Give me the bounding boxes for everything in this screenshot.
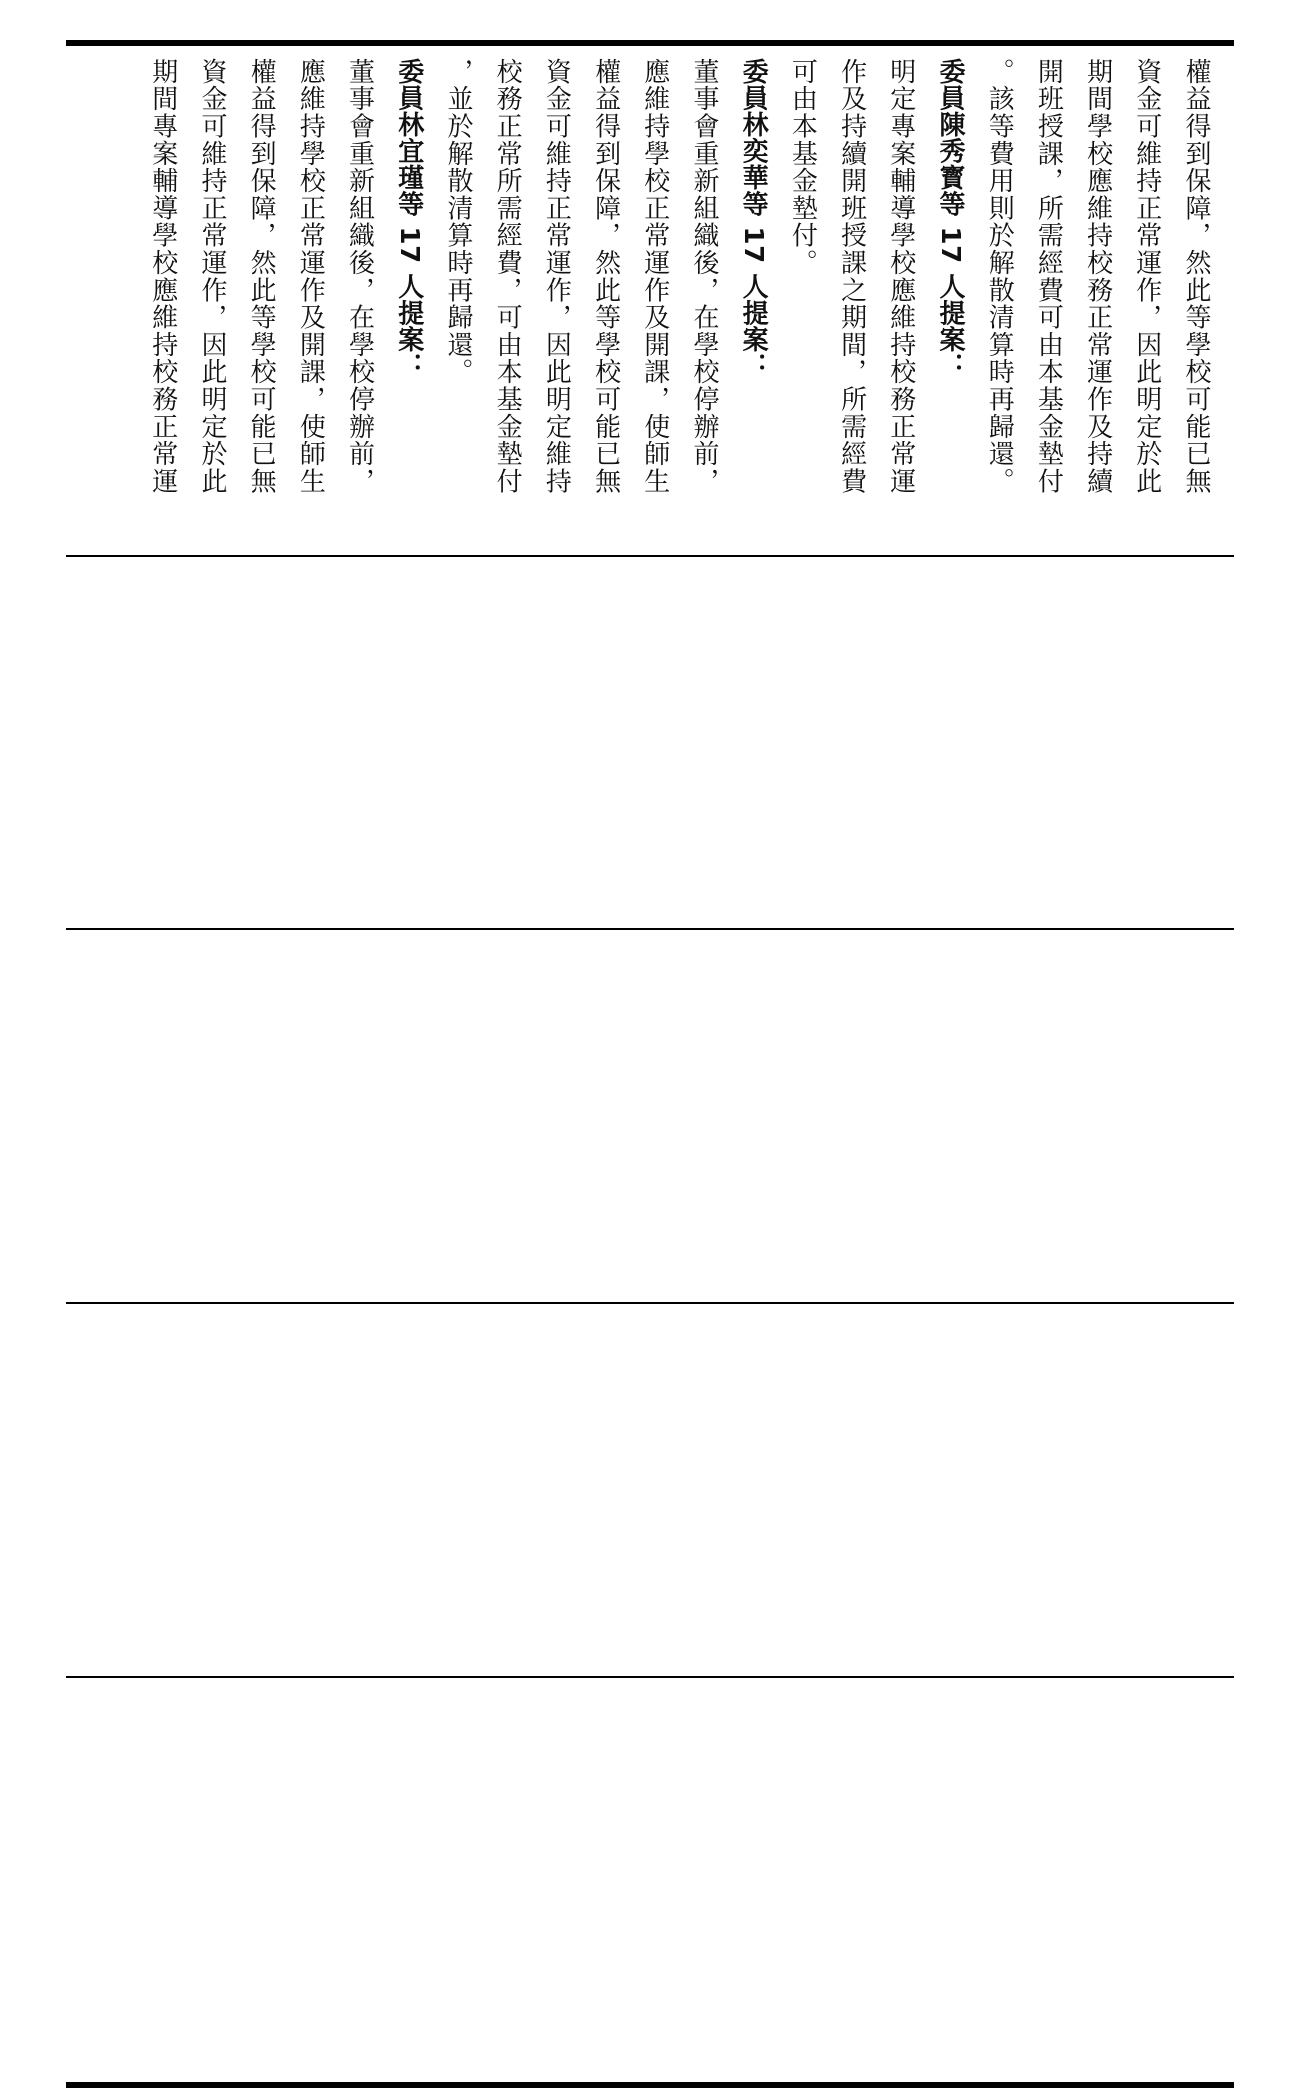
text-line: ，並於解散清算時再歸還。 [442, 58, 473, 386]
proposal-heading: 委員林宜瑾等 17 人提案： [393, 58, 424, 380]
text-line: 董事會重新組織後，在學校停辦前， [688, 58, 719, 495]
text-line: 應維持學校正常運作及開課，使師生 [295, 58, 326, 495]
text-line: 。該等費用則於解散清算時再歸還。 [984, 58, 1015, 495]
text-line: 明定專案輔導學校應維持校務正常運 [885, 58, 916, 495]
text-line: 資金可維持正常運作，因此明定於此 [1131, 58, 1162, 495]
text-line: 期間專案輔導學校應維持校務正常運 [147, 58, 178, 495]
bottom-border [66, 2082, 1234, 2088]
text-line: 作及持續開班授課之期間，所需經費 [836, 58, 867, 495]
text-line: 董事會重新組織後，在學校停辦前， [344, 58, 375, 495]
text-line: 校務正常所需經費，可由本基金墊付 [492, 58, 523, 495]
proposal-heading: 委員林奕華等 17 人提案： [738, 58, 769, 380]
table-row [66, 1678, 1234, 2082]
table-row [66, 557, 1234, 927]
proposal-heading: 委員陳秀寳等 17 人提案： [934, 58, 965, 380]
table-row [66, 46, 1234, 555]
text-line: 權益得到保障，然此等學校可能已無 [246, 58, 277, 495]
text-line: 權益得到保障，然此等學校可能已無 [1181, 58, 1211, 495]
text-line: 資金可維持正常運作，因此明定維持 [541, 58, 572, 495]
text-line: 應維持學校正常運作及開課，使師生 [639, 58, 670, 495]
table-row [66, 1304, 1234, 1676]
table-row [66, 930, 1234, 1302]
text-line: 權益得到保障，然此等學校可能已無 [590, 58, 621, 495]
text-line: 可由本基金墊付。 [787, 58, 818, 277]
text-line: 期間學校應維持校務正常運作及持續 [1082, 58, 1113, 495]
text-line: 資金可維持正常運作，因此明定於此 [196, 58, 227, 495]
row-text-column [138, 58, 1220, 547]
text-line: 開班授課，所需經費可由本基金墊付 [1033, 58, 1064, 495]
